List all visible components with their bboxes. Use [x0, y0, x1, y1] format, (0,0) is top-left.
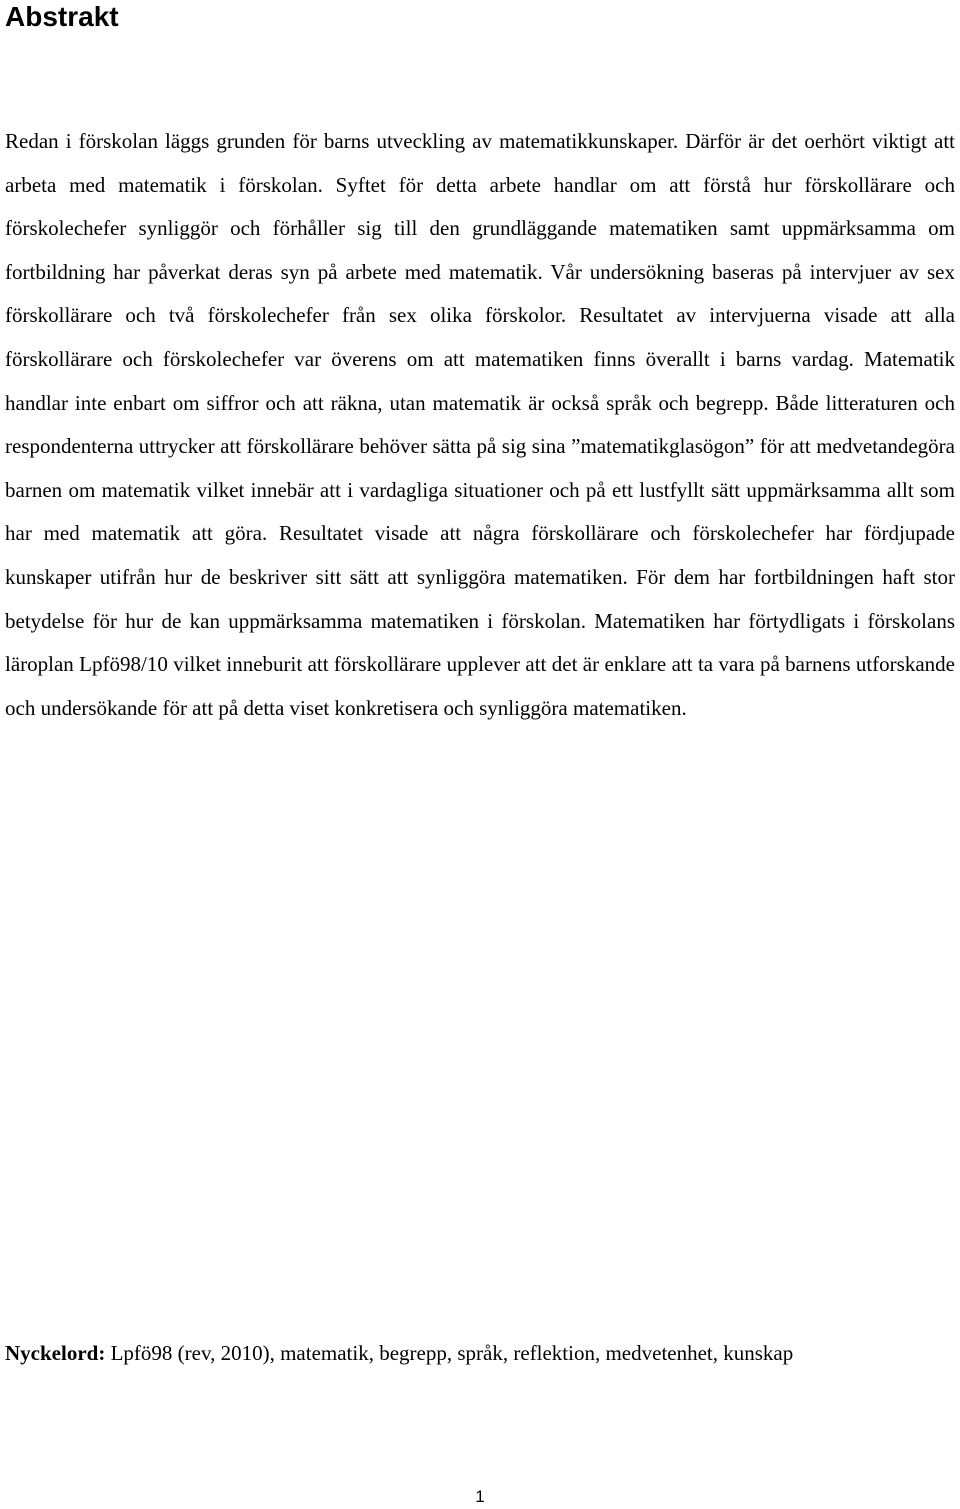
keywords-line — [5, 1336, 960, 1370]
abstract-paragraph: Redan i förskolan läggs grunden för barns utveckling av matematikkunskaper. Därför är det oerhört viktigt att arbeta med matematik i förskolan. Syftet för detta arbete handlar om att förstå hur förskollärare och förskolechefer synliggör och förhåller sig till den grundläggande matematiken samt uppmärksamma om fortbildning har påverkat deras syn på arbete med matematik. Vår undersökning baseras på intervjuer av sex förskollärare och två förskolechefer från sex olika förskolor. Resultatet av intervjuerna visade att alla förskollärare och förskolechefer var överens om att matematiken finns överallt i barns vardag. Matematik handlar inte enbart om siffror och att räkna, utan matematik är också språk och begrepp. Både litteraturen och respondenterna uttrycker att förskollärare behöver sätta på sig sina ”matematikglasögon” för att medvetandegöra barnen om matematik vilket innebär att i vardagliga situationer och på ett lustfyllt sätt uppmärksamma allt som har med matematik att göra. Resultatet visade att några förskollärare och förskolechefer har fördjupade kunskaper utifrån hur de beskriver sitt sätt att synliggöra matematiken. För dem har fortbildningen haft stor betydelse för hur de kan uppmärksamma matematiken i förskolan. Matematiken har förtydligats i förskolans läroplan Lpfö98/10 vilket inneburit att förskollärare upplever att det är enklare att ta vara på barnens utforskande och undersökande för att på detta viset konkretisera och synliggöra matematiken. — [5, 129, 955, 720]
keywords-list: Lpfö98 (rev, 2010), matematik, begrepp, språk, reflektion, medvetenhet, kunskap — [105, 1341, 794, 1365]
page-number: 1 — [475, 1487, 485, 1506]
keywords-label: Nyckelord: — [5, 1341, 106, 1365]
abstract-heading: Abstrakt — [5, 1, 119, 32]
